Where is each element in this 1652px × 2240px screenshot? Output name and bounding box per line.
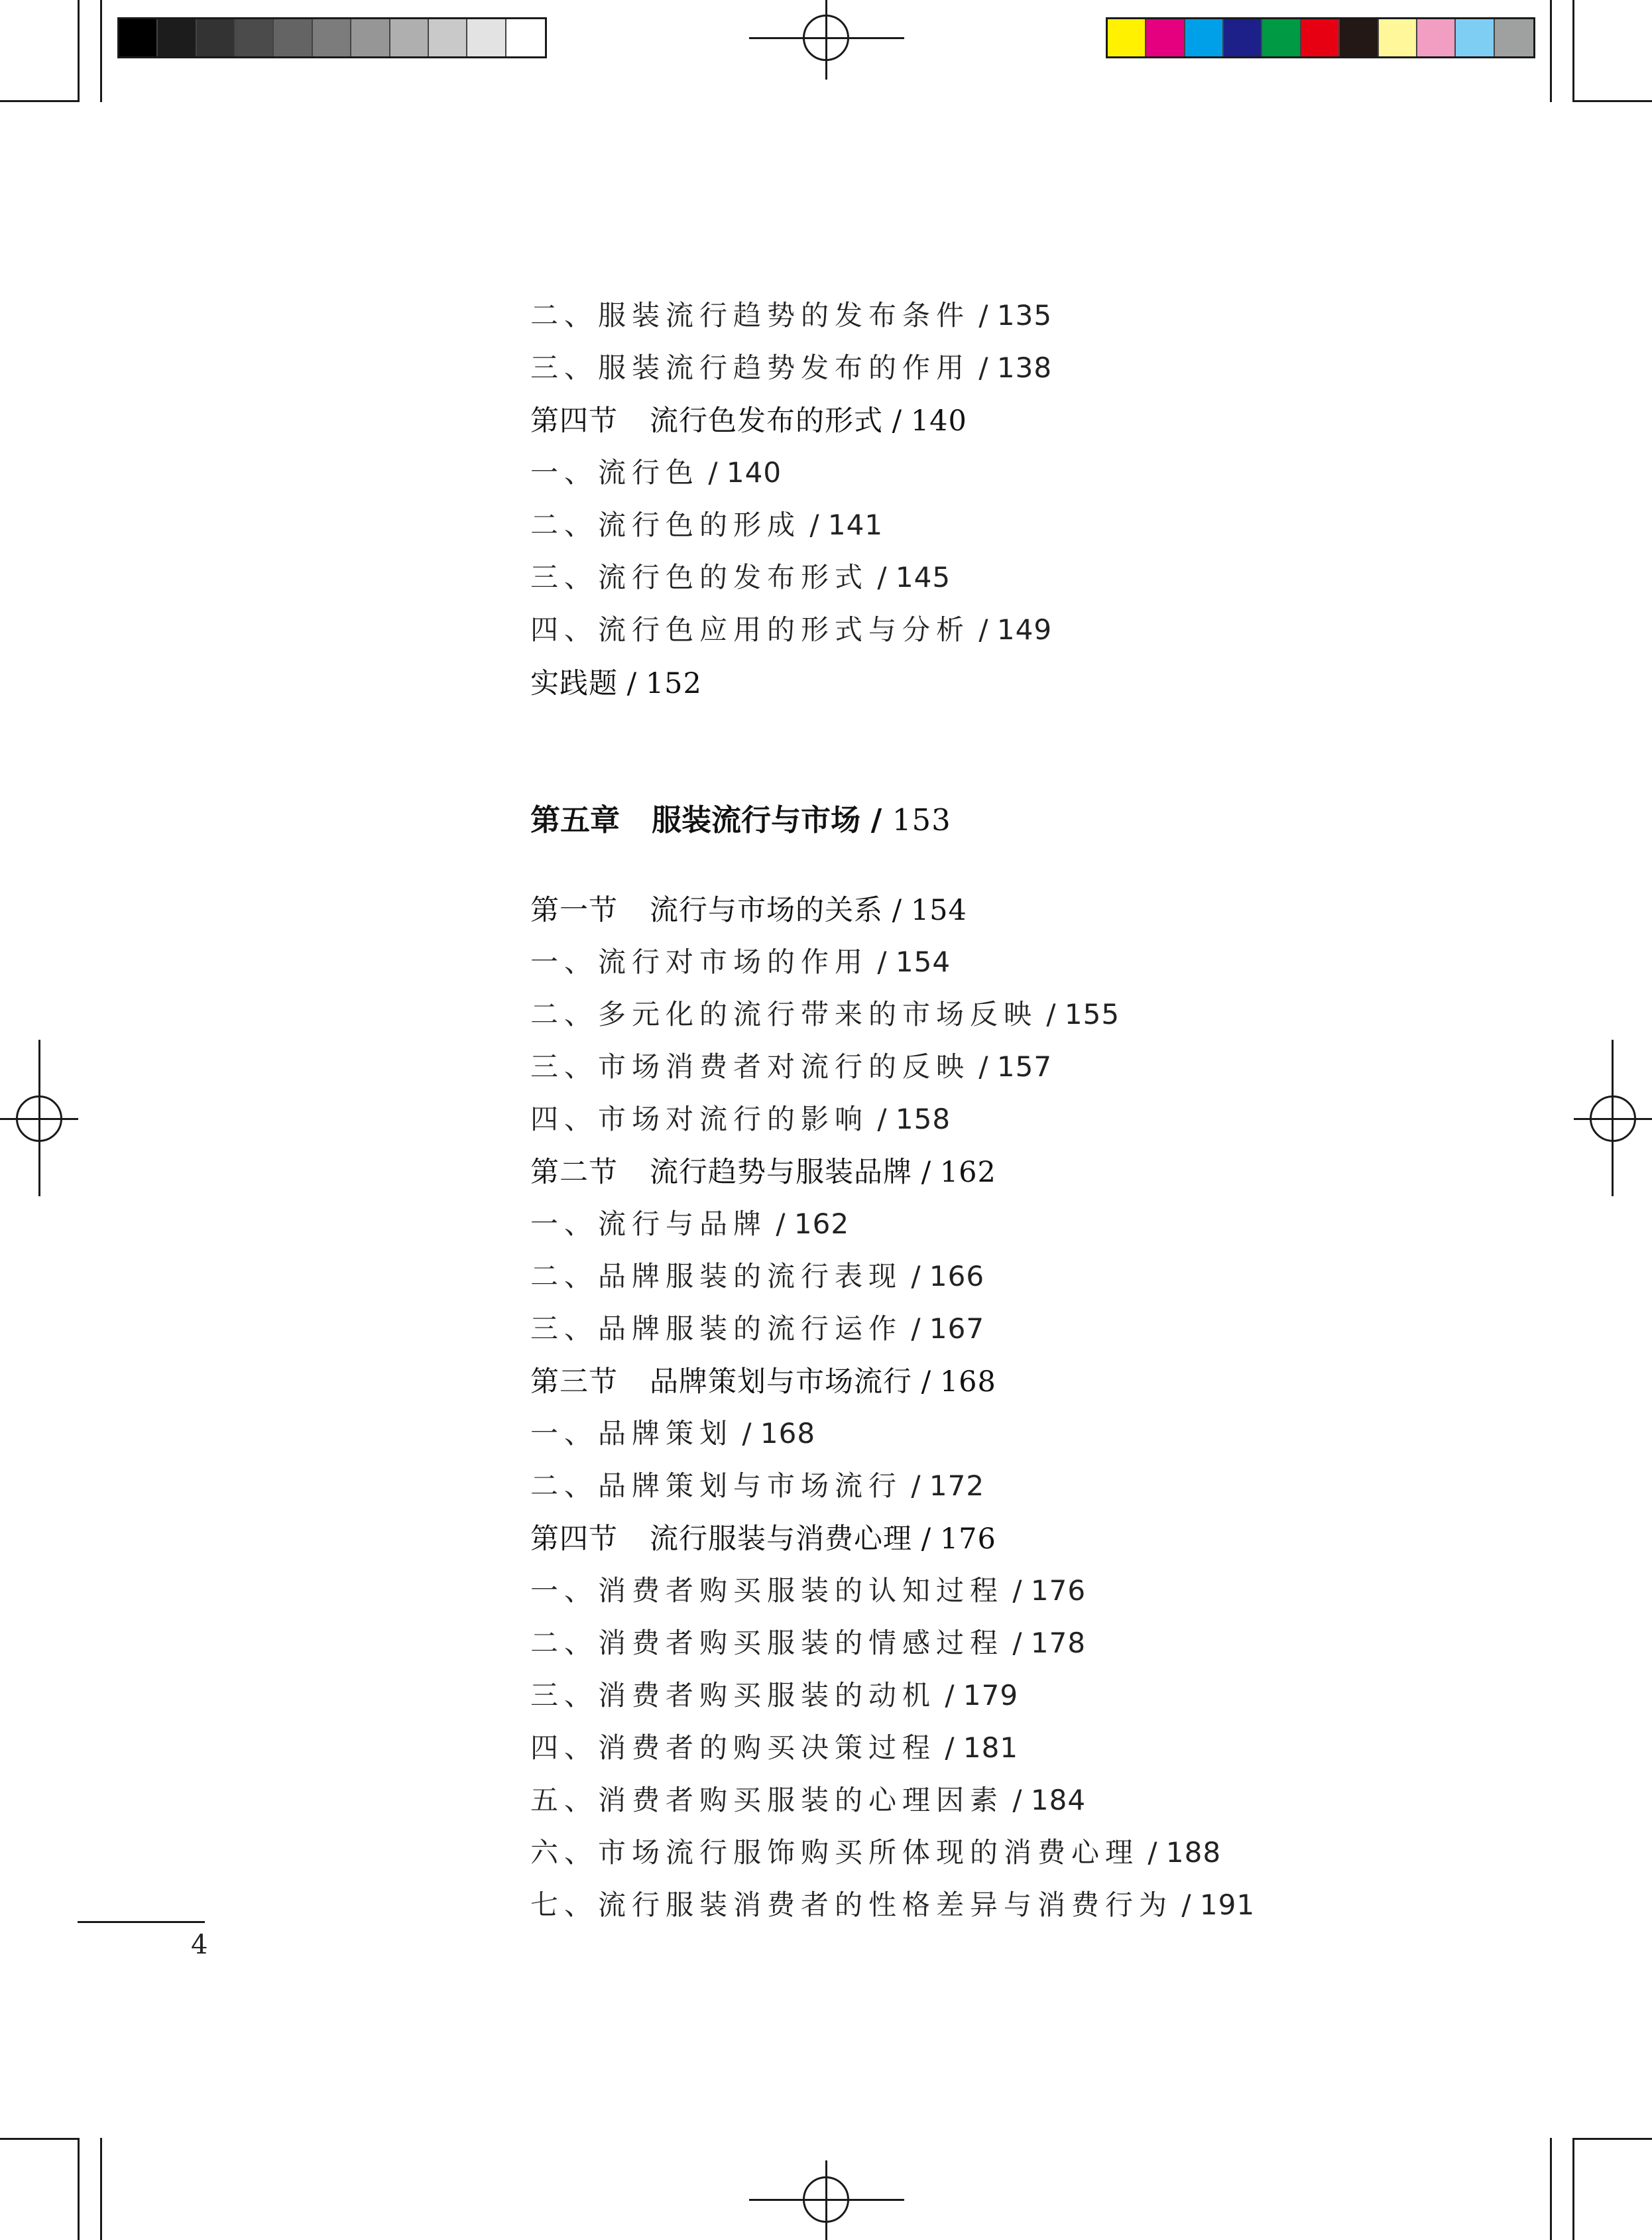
toc-entry-page: 178 [1030, 1627, 1087, 1659]
toc-entry-title: 三、品牌服装的流行运作 [530, 1312, 903, 1345]
toc-entry-page: 135 [996, 299, 1053, 332]
toc-entry-title: 四、市场对流行的影响 [530, 1103, 869, 1135]
section-page: 176 [939, 1523, 996, 1556]
toc-section-heading [530, 399, 967, 439]
page-separator: / [883, 404, 911, 438]
chapter-page: 153 [892, 802, 951, 838]
toc-entry [530, 1097, 951, 1137]
page-separator: / [860, 802, 892, 838]
toc-entry-title: 四、流行色应用的形式与分析 [530, 613, 971, 646]
toc-section-heading [530, 661, 702, 702]
page-separator: / [1173, 1889, 1200, 1921]
page-separator: / [912, 1365, 940, 1399]
toc-entry [530, 1778, 1086, 1818]
color-swatch [1224, 19, 1262, 56]
toc-entry-title: 一、流行对市场的作用 [530, 946, 869, 978]
page-number: 4 [191, 1930, 208, 1960]
page-separator: / [936, 1679, 963, 1711]
section-title: 实践题 [530, 667, 618, 700]
toc-entry-title: 一、消费者购买服装的认知过程 [530, 1574, 1004, 1607]
gray-swatch [351, 19, 390, 56]
gray-swatch [158, 19, 196, 56]
toc-entry-page: 179 [963, 1679, 1019, 1711]
gray-swatch [390, 19, 429, 56]
toc-entry-page: 138 [996, 351, 1053, 384]
toc-entry [530, 556, 951, 595]
toc-entry-page: 155 [1064, 998, 1120, 1030]
color-swatch [1262, 19, 1301, 56]
color-swatch [1495, 19, 1533, 56]
toc-entry-page: 168 [760, 1417, 816, 1450]
grayscale-calibration-bar [117, 17, 547, 58]
page-separator: / [970, 613, 997, 646]
toc-entry-title: 三、流行色的发布形式 [530, 561, 869, 593]
section-label: 第三节 [530, 1365, 618, 1399]
page-separator: / [1037, 998, 1065, 1030]
page-separator: / [883, 894, 911, 927]
toc-entry-title: 一、品牌策划 [530, 1417, 734, 1450]
toc-entry-title: 二、服装流行趋势的发布条件 [530, 299, 971, 332]
toc-section-heading [530, 888, 967, 928]
toc-entry-page: 166 [929, 1260, 985, 1292]
section-title: 流行趋势与服装品牌 [650, 1156, 912, 1189]
chapter-title: 服装流行与市场 [652, 802, 861, 838]
page-separator: / [733, 1417, 760, 1450]
toc-entry-title: 三、市场消费者对流行的反映 [530, 1050, 971, 1083]
toc-section-heading [530, 1517, 996, 1557]
toc-entry [530, 1255, 984, 1294]
toc-entry-page: 140 [726, 456, 782, 489]
section-page: 162 [939, 1156, 996, 1189]
color-swatch [1379, 19, 1417, 56]
color-swatch [1146, 19, 1185, 56]
toc-entry-title: 一、流行与品牌 [530, 1208, 768, 1240]
toc-entry-page: 145 [895, 561, 951, 593]
color-swatch [1108, 19, 1146, 56]
toc-entry-page: 176 [1030, 1574, 1087, 1607]
page-separator: / [902, 1260, 929, 1292]
section-label: 第一节 [530, 894, 618, 927]
toc-entry-title: 二、多元化的流行带来的市场反映 [530, 998, 1038, 1030]
toc-entry-title: 二、品牌服装的流行表现 [530, 1260, 903, 1292]
toc-entry-title: 四、消费者的购买决策过程 [530, 1731, 937, 1764]
section-page: 168 [939, 1365, 996, 1399]
page-separator: / [1004, 1784, 1031, 1816]
color-swatch [1340, 19, 1378, 56]
page-separator: / [868, 561, 896, 593]
page-separator: / [902, 1469, 929, 1502]
section-label: 第四节 [530, 404, 618, 438]
toc-entry-title: 七、流行服装消费者的性格差异与消费行为 [530, 1889, 1173, 1921]
toc-entry [530, 1621, 1086, 1661]
toc-entry-title: 二、消费者购买服装的情感过程 [530, 1627, 1004, 1659]
toc-entry-page: 162 [794, 1208, 850, 1240]
page-separator: / [1004, 1627, 1031, 1659]
toc-entry [530, 1726, 1018, 1766]
gray-swatch [119, 19, 158, 56]
color-calibration-bar [1106, 17, 1535, 58]
toc-entry [530, 346, 1052, 386]
gray-swatch [274, 19, 312, 56]
toc-section-heading [530, 1359, 996, 1400]
toc-entry [530, 451, 782, 491]
toc-entry-page: 184 [1030, 1784, 1087, 1816]
color-swatch [1417, 19, 1456, 56]
section-title: 品牌策划与市场流行 [650, 1365, 912, 1399]
toc-entry-page: 149 [996, 613, 1053, 646]
page-separator: / [801, 509, 828, 541]
section-page: 154 [910, 894, 967, 927]
toc-entry [530, 503, 883, 543]
toc-entry [530, 993, 1120, 1032]
toc-entry [530, 1307, 984, 1347]
gray-swatch [467, 19, 506, 56]
toc-entry-page: 167 [929, 1312, 985, 1345]
toc-entry [530, 940, 951, 980]
toc-entry [530, 1569, 1086, 1609]
toc-entry-page: 172 [929, 1469, 985, 1502]
toc-entry [530, 1674, 1018, 1713]
page-separator: / [1004, 1574, 1031, 1607]
toc-entry [530, 1883, 1255, 1923]
toc-entry-page: 158 [895, 1103, 951, 1135]
page-separator: / [1139, 1836, 1166, 1869]
toc-entry-title: 六、市场流行服饰购买所体现的消费心理 [530, 1836, 1140, 1869]
toc-entry [530, 1464, 984, 1504]
toc-entry-title: 二、品牌策划与市场流行 [530, 1469, 903, 1502]
toc-entry-page: 141 [827, 509, 884, 541]
gray-swatch [197, 19, 235, 56]
toc-chapter-heading [530, 796, 951, 839]
page-separator: / [868, 946, 896, 978]
toc-entry [530, 294, 1052, 334]
gray-swatch [506, 19, 545, 56]
toc-entry-page: 157 [996, 1050, 1053, 1083]
page-separator: / [936, 1731, 963, 1764]
gray-swatch [429, 19, 467, 56]
page-separator: / [912, 1523, 940, 1556]
gray-swatch [235, 19, 274, 56]
page-separator: / [699, 456, 727, 489]
section-page: 140 [910, 404, 967, 438]
toc-entry [530, 1831, 1221, 1871]
page-separator: / [970, 1050, 997, 1083]
toc-section-heading [530, 1150, 996, 1190]
page-separator: / [618, 667, 646, 700]
toc-entry [530, 1412, 815, 1452]
section-label: 第四节 [530, 1523, 618, 1556]
toc-entry-title: 二、流行色的形成 [530, 509, 801, 541]
color-swatch [1185, 19, 1224, 56]
toc-entry [530, 1045, 1052, 1085]
section-title: 流行服装与消费心理 [650, 1523, 912, 1556]
toc-entry-page: 188 [1165, 1836, 1222, 1869]
section-page: 152 [645, 667, 702, 700]
section-title: 流行与市场的关系 [650, 894, 883, 927]
toc-entry-page: 181 [963, 1731, 1019, 1764]
toc-entry-page: 154 [895, 946, 951, 978]
page-separator: / [767, 1208, 794, 1240]
page-separator: / [912, 1156, 940, 1189]
chapter-label: 第五章 [530, 802, 620, 838]
section-title: 流行色发布的形式 [650, 404, 883, 438]
toc-entry-title: 一、流行色 [530, 456, 700, 489]
color-swatch [1301, 19, 1340, 56]
gray-swatch [313, 19, 351, 56]
color-swatch [1456, 19, 1494, 56]
toc-entry [530, 608, 1052, 648]
toc-entry-title: 三、消费者购买服装的动机 [530, 1679, 937, 1711]
toc-entry-title: 五、消费者购买服装的心理因素 [530, 1784, 1004, 1816]
section-label: 第二节 [530, 1156, 618, 1189]
page-separator: / [868, 1103, 896, 1135]
page-separator: / [902, 1312, 929, 1345]
toc-entry-page: 191 [1199, 1889, 1256, 1921]
page-separator: / [970, 351, 997, 384]
folio-rule [78, 1921, 205, 1923]
page-separator: / [970, 299, 997, 332]
toc-entry [530, 1202, 849, 1242]
toc-entry-title: 三、服装流行趋势发布的作用 [530, 351, 971, 384]
